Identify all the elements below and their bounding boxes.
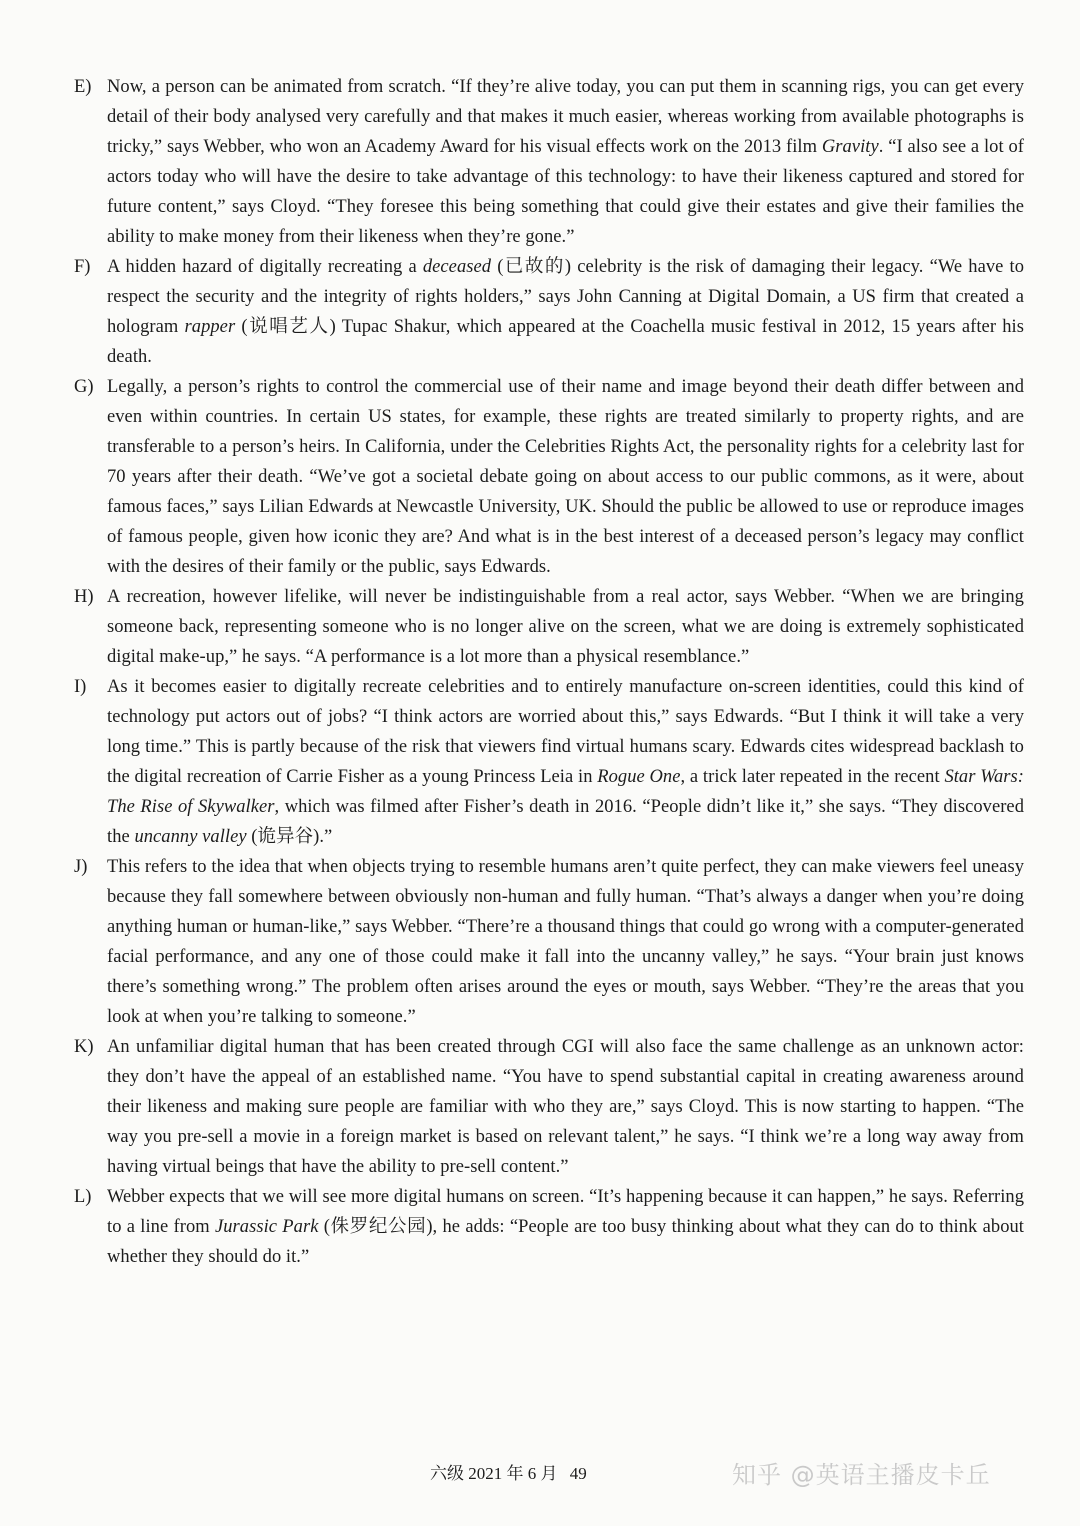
- text-run: A recreation, however lifelike, will never be indistinguishable from a real actor, says Webber. “When we are bringing someone back, representing someone who is no longer alive on the screen, what we are doing is extremely sophisticated digital make-up,” he says. “A performance is a lot more than a physical resemblance.”: [107, 587, 1024, 667]
- paragraph-label: J): [74, 857, 88, 877]
- text-run: , which was filmed after Fisher’s death in 2016. “People didn’t like it,” she says. “They discovered the: [107, 797, 1024, 847]
- text-run: . “I also see a lot of actors today who will have the desire to take advantage of this technology: to have their likeness captured and stored for future content,” says Cloyd. “They foresee this being something that could give their estates and give their families the ability to make money from their likeness when they’re gone.”: [107, 137, 1024, 247]
- text-run: Webber expects that we will see more digital humans on screen. “It’s happening because it can happen,” he says. Referring to a line from: [107, 1187, 1024, 1237]
- paragraph-f: [74, 252, 1024, 372]
- paragraph-j: [74, 852, 1024, 1032]
- paragraph-k: [74, 1032, 1024, 1182]
- paragraph-label: H): [74, 587, 94, 607]
- text-run: As it becomes easier to digitally recreate celebrities and to entirely manufacture on-screen identities, could this kind of technology put actors out of jobs? “I think actors are worried about this,” says Edwards. “But I think it will take a very long time.” This is partly because of the risk that viewers find virtual humans scary. Edwards cites widespread backlash to the digital recreation of Carrie Fisher as a young Princess Leia in: [107, 677, 1024, 787]
- exam-label: 六级 2021 年 6 月: [430, 1464, 558, 1483]
- paragraph-label: I): [74, 677, 87, 697]
- paragraph-text: [107, 372, 1024, 582]
- text-run: A hidden hazard of digitally recreating a: [107, 257, 423, 277]
- italic-term: uncanny valley: [134, 827, 247, 847]
- text-run: , a trick later repeated in the recent: [680, 767, 945, 787]
- italic-term: Gravity: [821, 137, 879, 157]
- paragraph-list: [74, 72, 1024, 1272]
- page-info: [430, 1459, 595, 1484]
- page-footer: [0, 1453, 1080, 1493]
- paragraph-h: [74, 582, 1024, 672]
- page-number: 49: [569, 1464, 587, 1483]
- italic-term: Jurassic Park: [214, 1217, 319, 1237]
- paragraph-label: E): [74, 77, 92, 97]
- text-run: This refers to the idea that when objects trying to resemble humans aren’t quite perfect, they can make viewers feel uneasy because they fall somewhere between obviously non-human and fully human. “That’s always a danger when you’re doing anything human or human-like,” says Webber. “There’re a thousand things that could go wrong with a computer-generated facial performance, and any one of those could make it fall into the uncanny valley,” he says. “Your brain just knows there’s something wrong.” The problem often arises around the eyes or mouth, says Webber. “They’re the areas that you look at when you’re talking to someone.”: [107, 857, 1024, 1027]
- text-run: Legally, a person’s rights to control the commercial use of their name and image beyond their death differ between and even within countries. In certain US states, for example, these rights are treated similarly to property rights, and are transferable to a person’s heirs. In California, under the Celebrities Rights Act, the personality rights for a celebrity last for 70 years after their death. “We’ve got a societal debate going on about access to our public commons, as it were, about famous faces,” says Lilian Edwards at Newcastle University, UK. Should the public be allowed to use or reproduce images of famous people, given how iconic they are? And what is in the best interest of a deceased person’s legacy may conflict with the desires of their family or the public, says Edwards.: [107, 377, 1024, 577]
- italic-term: rapper: [184, 317, 236, 337]
- paragraph-text: [107, 252, 1024, 372]
- italic-term: deceased: [422, 257, 492, 277]
- watermark-text: 知乎 @英语主播皮卡丘: [732, 1461, 991, 1489]
- paragraph-i: [74, 672, 1024, 852]
- paragraph-e: [74, 72, 1024, 252]
- paragraph-g: [74, 372, 1024, 582]
- text-run: (侏罗纪公园), he adds: “People are too busy thinking about what they can do to think about whether they should do it.”: [107, 1217, 1024, 1267]
- paragraph-text: [107, 72, 1024, 252]
- paragraph-text: [107, 852, 1024, 1032]
- text-run: Now, a person can be animated from scratch. “If they’re alive today, you can put them in scanning rigs, you can get every detail of their body analysed very carefully and that makes it much easier, whereas working from available photographs is tricky,” says Webber, who won an Academy Award for his visual effects work on the 2013 film: [107, 77, 1024, 157]
- text-run: (说唱艺人) Tupac Shakur, which appeared at the Coachella music festival in 2012, 15 years after his death.: [107, 317, 1024, 367]
- paragraph-l: [74, 1182, 1024, 1272]
- paragraph-text: [107, 1182, 1024, 1272]
- text-run: An unfamiliar digital human that has been created through CGI will also face the same challenge as an unknown actor: they don’t have the appeal of an established name. “You have to spend substantial capital in creating awareness around their likeness and making sure people are familiar with who they are,” says Cloyd. This is now starting to happen. “The way you pre-sell a movie in a foreign market is based on relevant talent,” he says. “I think we’re a long way away from having virtual beings that have the ability to pre-sell content.”: [107, 1037, 1024, 1177]
- paragraph-label: K): [74, 1037, 94, 1057]
- paragraph-label: L): [74, 1187, 92, 1207]
- paragraph-label: G): [74, 377, 94, 397]
- italic-term: Star Wars: The Rise of Skywalker: [107, 767, 1024, 817]
- text-run: (已故的) celebrity is the risk of damaging their legacy. “We have to respect the security and the integrity of rights holders,” says John Canning at Digital Domain, a US firm that created a hologram: [107, 257, 1025, 337]
- paragraph-text: [107, 672, 1024, 852]
- text-run: (诡异谷).”: [246, 827, 333, 847]
- paragraph-text: [107, 1032, 1024, 1182]
- paragraph-label: F): [74, 257, 91, 277]
- italic-term: Rogue One: [597, 767, 681, 787]
- paragraph-text: [107, 582, 1024, 672]
